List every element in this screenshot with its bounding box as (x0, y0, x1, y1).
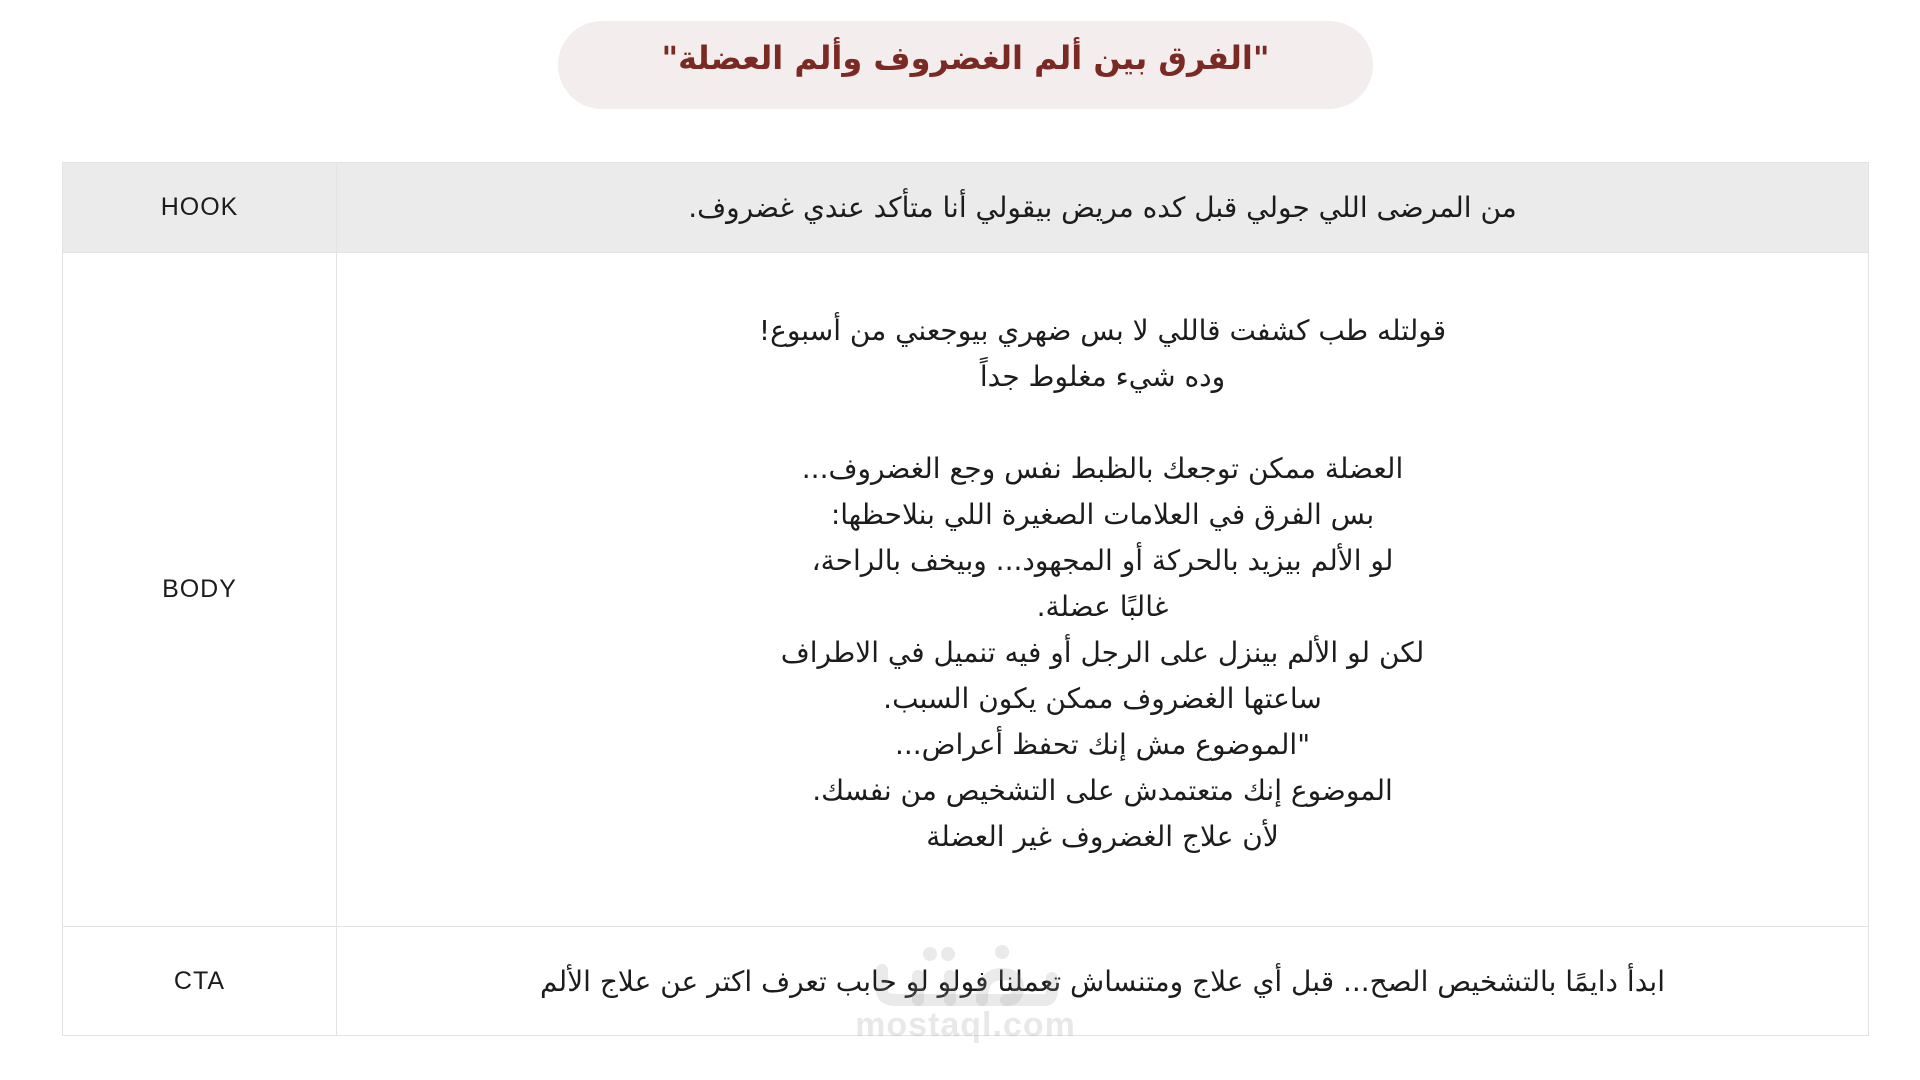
page-title: "الفرق بين ألم الغضروف وألم العضلة" (661, 39, 1270, 77)
watermark-text: mostaql.com (855, 1006, 1076, 1044)
table-row-hook (63, 163, 1869, 253)
body-line: الموضوع إنك متعتمدش على التشخيص من نفسك. (812, 773, 1393, 807)
table-row-cta (63, 927, 1869, 1036)
row-label-hook: HOOK (63, 163, 337, 253)
body-text (337, 253, 1869, 927)
body-line: لكن لو الألم بينزل على الرجل أو فيه تنميل في الاطراف (780, 635, 1425, 669)
script-table (62, 162, 1869, 1036)
body-line: العضلة ممكن توجعك بالظبط نفس وجع الغضروف... (801, 451, 1404, 485)
hook-text: من المرضى اللي جولي قبل كده مريض بيقولي أنا متأكد عندي غضروف. (337, 163, 1869, 253)
body-line: ساعتها الغضروف ممكن يكون السبب. (883, 681, 1322, 715)
body-line: لأن علاج الغضروف غير العضلة (926, 819, 1279, 853)
body-line: قولتله طب كشفت قاللي لا بس ضهري بيوجعني من أسبوع! (758, 313, 1447, 347)
table-row-body (63, 253, 1869, 927)
cta-text: ابدأ دايمًا بالتشخيص الصح... قبل أي علاج ومتنساش تعملنا فولو لو حابب تعرف اكتر عن علاج الألم (337, 927, 1869, 1036)
row-label-cta: CTA (63, 927, 337, 1036)
title-banner (558, 21, 1373, 109)
body-line: "الموضوع مش إنك تحفظ أعراض... (894, 727, 1311, 761)
row-label-body: BODY (63, 253, 337, 927)
body-line: غالبًا عضلة. (1036, 589, 1169, 623)
body-lines (337, 308, 1868, 872)
body-line: بس الفرق في العلامات الصغيرة اللي بنلاحظها: (830, 497, 1375, 531)
body-line: وده شيء مغلوط جداً (979, 359, 1226, 393)
body-line: لو الألم بيزيد بالحركة أو المجهود... وبيخف بالراحة، (811, 543, 1394, 577)
